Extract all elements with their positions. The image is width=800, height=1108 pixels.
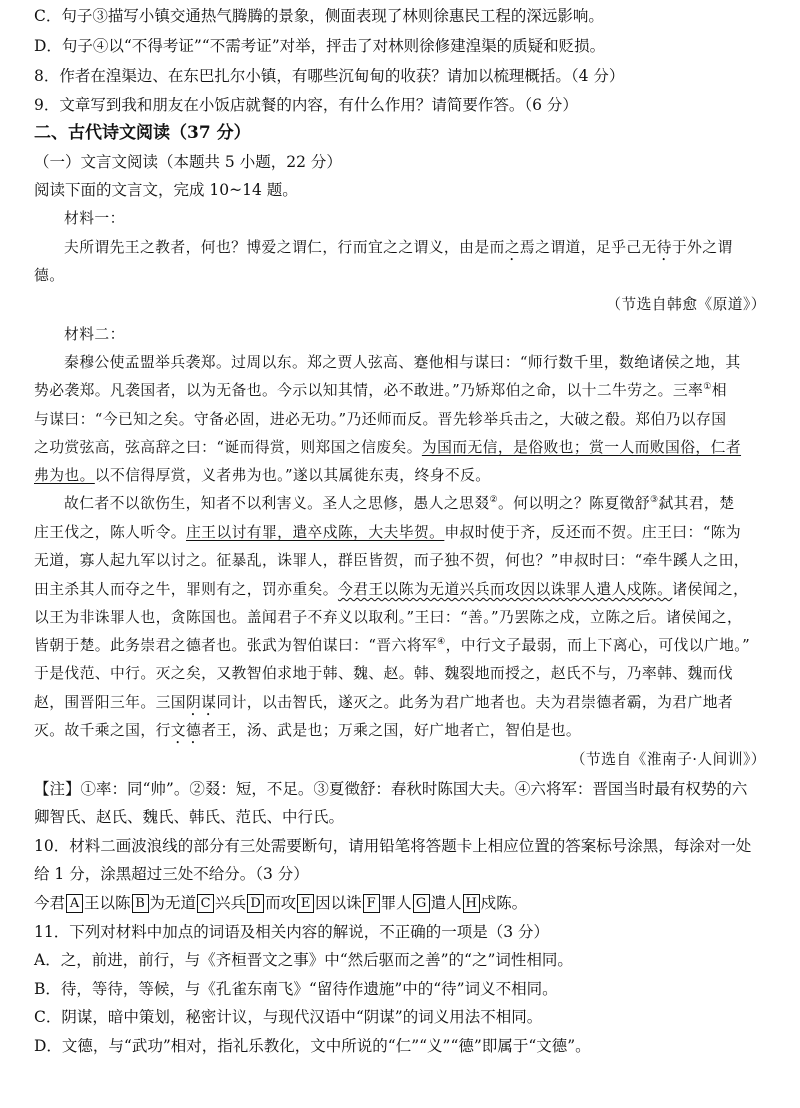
option-b: B．待，等待，等候，与《孔雀东南飞》“留待作遗施”中的“待”词义不相同。: [34, 980, 558, 998]
source-1: （节选自韩愈《原道》）: [606, 296, 766, 313]
question-8: 8．作者在湟渠边、在东巴扎尔小镇，有哪些沉甸甸的收获？请加以梳理概括。（4 分）: [34, 67, 625, 85]
text-span: 相: [711, 382, 727, 399]
instruction: 阅读下面的文言文，完成 10~14 题。: [34, 181, 298, 199]
option-c: C．阴谋，暗中策划，秘密计议，与现代汉语中“阴谋”的词义用法不相同。: [34, 1008, 543, 1026]
text-span: 故仁者不以欲伤生，知者不以利害义。圣人之思修，愚人之思叕: [64, 495, 490, 512]
text-span: 诸侯闻之，: [672, 581, 749, 598]
material-1-line-2: 德。: [34, 267, 65, 284]
note-marker: ④: [437, 637, 446, 648]
question-11: 11．下列对材料中加点的词语及相关内容的解说，不正确的一项是（3 分）: [34, 923, 550, 941]
answer-box-h[interactable]: H: [463, 894, 480, 913]
text-span: 焉之谓道，足乎己无: [519, 239, 657, 256]
dotted-word: 待: [656, 239, 672, 256]
material-2-line: [34, 523, 766, 543]
material-2-line: 于是伐范、中行。灭之矣，又教智伯求地于韩、魏、赵。韩、魏裂地而授之，赵氏不与，乃率韩、魏而伐: [34, 665, 734, 682]
text-span: 同计，以击智氏，遂灭之。此务为君广地者也。夫为君崇德者霸，为君广地者: [216, 694, 734, 711]
subsection-heading: （一）文言文阅读（本题共 5 小题，22 分）: [34, 153, 342, 171]
segment: 为无道: [149, 894, 197, 912]
text-span: 弑其君，楚: [658, 495, 735, 512]
text-span: 者王，汤、武是也；万乘之国，好广地者亡，智伯是也。: [201, 722, 582, 739]
underlined-sentence: 为国而无信，是俗败也；赏一人而败国俗，仁者: [421, 439, 742, 456]
material-2-line: [64, 494, 766, 514]
text-span: 以不信得厚赏，义者弗为也。”遂以其属徙东夷，终身不反。: [94, 467, 491, 484]
answer-box-g[interactable]: G: [413, 894, 430, 913]
material-2-line: 秦穆公使孟盟举兵袭郑。过周以东。郑之贾人弦高、蹇他相与谋曰：“师行数千里，数绝诸侯之地，其: [64, 354, 741, 371]
text-span: 申叔时使于齐，反还而不贺。庄王曰：“陈为: [444, 524, 742, 541]
text-span: 夫所谓先王之教者，何也？博爱之谓仁，行而宜之之谓义，由是而: [64, 239, 505, 256]
annotation-note: 卿智氏、赵氏、魏氏、韩氏、范氏、中行氏。: [34, 808, 345, 826]
text-span: 庄王伐之，陈人听令。: [34, 524, 186, 541]
material-1-label: 材料一：: [64, 210, 125, 227]
text-span: ，中行文子最弱，而上下离心，可伐以广地。”: [445, 637, 751, 654]
section-heading: 二、古代诗文阅读（37 分）: [34, 123, 251, 143]
sentence-break-answer: [34, 893, 766, 913]
question-10: 给 1 分，涂黑超过三处不给分。（3 分）: [34, 865, 309, 883]
dotted-word: 之: [504, 239, 520, 256]
segment: 因以诛: [315, 894, 362, 912]
material-2-line: 与谋曰：“今已知之矣。守备必固，进必无功。”乃还师而反。晋先轸举兵击之，大破之殽。郑伯乃以存国: [34, 411, 727, 428]
dotted-word: 阴谋: [185, 694, 217, 711]
answer-box-a[interactable]: A: [66, 894, 83, 913]
segment: 而攻: [265, 894, 297, 912]
text-span: 田主杀其人而夺之牛，罪则有之，罚亦重矣。: [34, 581, 338, 598]
annotation-note: 【注】①率：同“帅”。②叕：短，不足。③夏徵舒：春秋时陈国大夫。④六将军：晋国当时最有权势的六: [34, 780, 748, 798]
dotted-word: 文德: [170, 722, 202, 739]
note-marker: ②: [489, 495, 498, 506]
source-2: （节选自《淮南子·人间训》）: [570, 751, 766, 768]
segment: 戍陈。: [480, 894, 528, 912]
question-9: 9．文章写到我和朋友在小饭店就餐的内容，有什么作用？请简要作答。（6 分）: [34, 96, 578, 114]
text-span: 之功赏弦高，弦高辞之曰：“诞而得赏，则郑国之信废矣。: [34, 439, 422, 456]
material-2-line: [34, 438, 766, 458]
material-1-line-1: [64, 238, 766, 264]
note-marker: ③: [649, 495, 659, 506]
answer-box-e[interactable]: E: [297, 894, 314, 913]
answer-box-d[interactable]: D: [247, 894, 264, 913]
question-10: 10．材料二画波浪线的部分有三处需要断句，请用铅笔将答题卡上相应位置的答案标号涂黑，每涂对一处: [34, 837, 752, 855]
segment: 王以陈: [84, 894, 131, 912]
material-2-line: [34, 466, 766, 486]
text-span: 赵，围晋阳三年。三国: [34, 694, 186, 711]
material-2-line: 无道，寡人起九军以讨之。征暴乱，诛罪人，群臣皆贺，而子独不贺，何也？”申叔时曰：“牵牛蹊人之田，: [34, 552, 749, 569]
text-span: 。何以明之？陈夏徵舒: [497, 495, 650, 512]
answer-box-b[interactable]: B: [132, 894, 149, 913]
wavy-underlined-sentence: 今君王以陈为无道兴兵而攻因以诛罪人遣人戍陈。: [337, 581, 673, 598]
material-2-line: [34, 636, 766, 656]
material-2-line: [34, 580, 766, 600]
option-d: D．文德，与“武功”相对，指礼乐教化，文中所说的“仁”“义”“德”即属于“文德”。: [34, 1037, 591, 1055]
segment: 兴兵: [215, 894, 247, 912]
answer-box-c[interactable]: C: [197, 894, 214, 913]
material-2-line: [34, 693, 766, 719]
option-c-q7: C．句子③描写小镇交通热气腾腾的景象，侧面表现了林则徐惠民工程的深远影响。: [34, 7, 604, 25]
segment: 遣人: [430, 894, 462, 912]
option-d-q7: D．句子④以“不得考证”“不需考证”对举，抨击了对林则徐修建湟渠的质疑和贬损。: [34, 37, 606, 55]
text-span: 于外之谓: [671, 239, 733, 256]
option-a: A．之，前进，前行，与《齐桓晋文之事》中“然后驱而之善”的“之”词性相同。: [34, 951, 573, 969]
segment: 今君: [34, 894, 66, 912]
underlined-sentence: 庄王以讨有罪，遣卒戍陈，大夫毕贺。: [185, 524, 445, 541]
text-span: 皆朝于楚。此务崇君之德者也。张武为智伯谋曰：“晋六将军: [34, 637, 438, 654]
text-span: 势必袭郑。凡袭国者，以为无备也。今示以知其情，必不敢进。”乃矫郑伯之命，以十二牛劳之。三率: [34, 382, 704, 399]
answer-box-f[interactable]: F: [363, 894, 380, 913]
text-span: 灭。故千乘之国，行: [34, 722, 171, 739]
material-2-line: [34, 381, 766, 401]
material-2-line: [34, 721, 766, 747]
material-2-line: 以王为非诛罪人也，贪陈国也。盖闻君子不弃义以取利。”王曰：“善。”乃罢陈之戍，立陈之后。诸侯闻之，: [34, 609, 743, 626]
underlined-sentence: 弗为也。: [34, 467, 95, 484]
note-marker: ①: [703, 382, 712, 393]
material-2-label: 材料二：: [64, 326, 125, 343]
segment: 罪人: [380, 894, 412, 912]
